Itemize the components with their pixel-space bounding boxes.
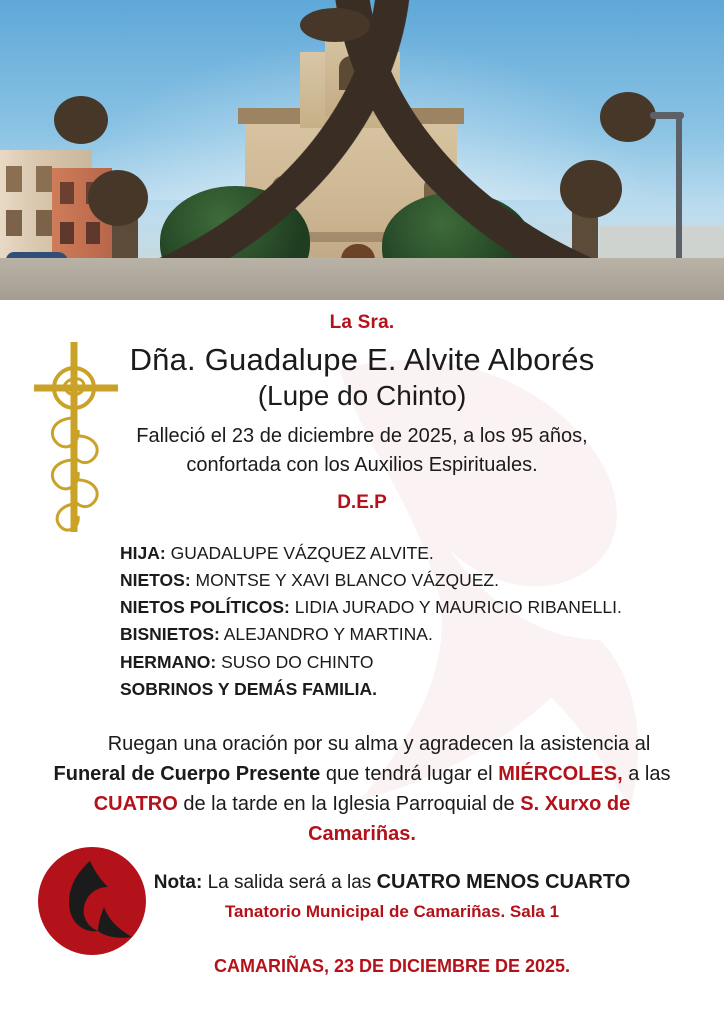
list-item <box>120 567 724 594</box>
prayer-part-4: de la tarde en la Iglesia Parroquial de <box>177 792 521 815</box>
funeral-day: MIÉRCOLES, <box>498 762 623 785</box>
funeral-hour: CUATRO <box>93 792 178 815</box>
note-text: La salida será a las <box>207 871 377 893</box>
list-item <box>120 676 724 703</box>
notice-body <box>0 300 724 1024</box>
deceased-name: Dña. Guadalupe E. Alvite Alborés <box>129 342 595 377</box>
family-value: SUSO DO CHINTO <box>221 651 374 672</box>
branch-knob <box>88 170 148 226</box>
deceased-nickname: (Lupe do Chinto) <box>257 380 467 411</box>
death-line-1: Falleció el 23 de diciembre de 2025, a los 95 años, <box>136 425 588 447</box>
list-item <box>120 649 724 676</box>
family-label: BISNIETOS: <box>120 624 220 645</box>
prayer-paragraph <box>44 729 680 849</box>
prayer-part-2: que tendrá lugar el <box>320 762 499 785</box>
branch-knob <box>300 8 370 42</box>
funeraria-dove-logo-icon <box>36 845 148 957</box>
plaza-ground <box>0 258 724 300</box>
prayer-part-3: a las <box>622 762 671 785</box>
church-photo <box>0 0 724 300</box>
death-line-2: confortada con los Auxilios Espirituales. <box>186 454 538 476</box>
branch-knob <box>600 92 656 142</box>
family-value: ALEJANDRO Y MARTINA. <box>223 624 433 645</box>
note-time: CUATRO MENOS CUARTO <box>376 870 631 893</box>
family-label: SOBRINOS Y DEMÁS FAMILIA. <box>120 678 378 699</box>
family-label: NIETOS POLÍTICOS: <box>120 597 290 618</box>
funeral-type: Funeral de Cuerpo Presente <box>53 762 321 785</box>
honorific: La Sra. <box>329 312 395 333</box>
list-item <box>120 594 724 621</box>
venue-line: Tanatorio Municipal de Camariñas. Sala 1 <box>224 901 560 921</box>
prayer-part-1: Ruegan una oración por su alma y agradecen la asistencia al <box>107 732 651 755</box>
family-label: NIETOS: <box>120 570 191 591</box>
list-item <box>120 621 724 648</box>
family-label: HERMANO: <box>120 651 217 672</box>
note-label: Nota: <box>153 871 203 893</box>
branch-knob <box>54 96 108 144</box>
place-and-date: CAMARIÑAS, 23 DE DICIEMBRE DE 2025. <box>213 955 571 976</box>
list-item <box>120 540 724 567</box>
family-value: MONTSE Y XAVI BLANCO VÁZQUEZ. <box>195 570 499 591</box>
family-label: HIJA: <box>120 543 166 563</box>
family-value: LIDIA JURADO Y MAURICIO RIBANELLI. <box>294 597 622 618</box>
family-value: GUADALUPE VÁZQUEZ ALVITE. <box>170 543 434 563</box>
golden-cross-with-rose-icon <box>18 332 138 542</box>
branch-knob <box>560 160 622 218</box>
church-name: S. Xurxo de Camariñas. <box>308 792 631 845</box>
dep-text: D.E.P <box>337 492 387 513</box>
family-list <box>120 540 724 703</box>
